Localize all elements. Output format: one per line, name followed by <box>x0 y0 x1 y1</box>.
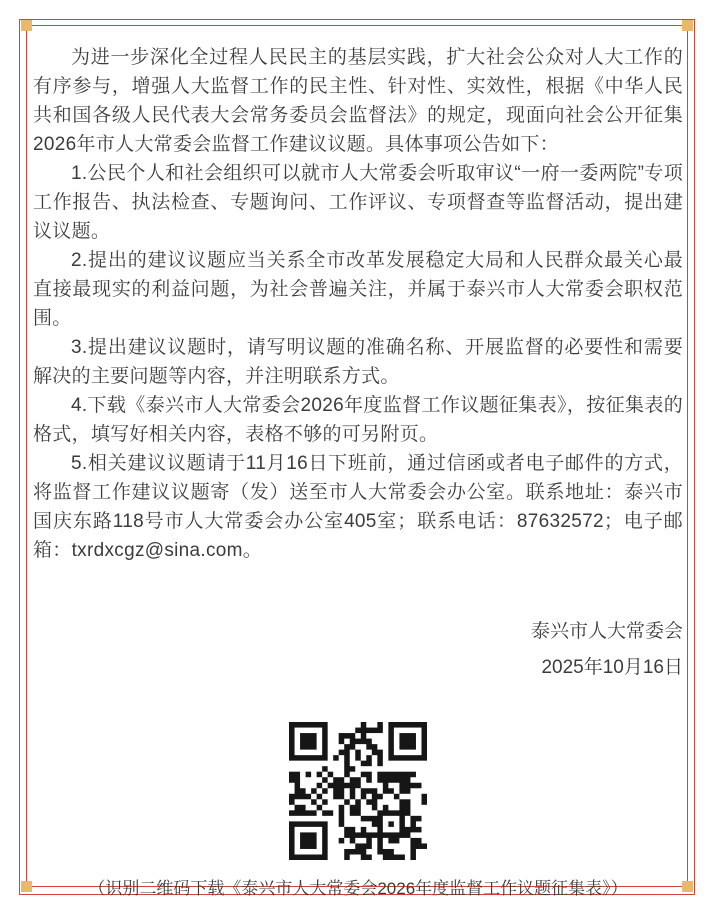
notice-paragraph-item-4: 4.下载《泰兴市人大常委会2026年度监督工作议题征集表》，按征集表的格式，填写好相关内容，表格不够的可另附页。 <box>33 395 683 445</box>
notice-paragraph-item-2: 2.提出的建议议题应当关系全市改革发展稳定大局和人民群众最关心最直接最现实的利益问题，为社会普遍关注，并属于泰兴市人大常委会职权范围。 <box>33 250 683 329</box>
signature: 泰兴市人大常委会 <box>530 621 683 642</box>
corner-ornament-bottom-right <box>682 881 693 892</box>
corner-ornament-bottom-left <box>21 881 32 892</box>
qr-code-container <box>33 722 683 865</box>
notice-paragraph-item-3: 3.提出建议议题时，请写明议题的准确名称、开展监督的必要性和需要解决的主要问题等内容，并注明联系方式。 <box>33 337 683 387</box>
qr-caption: （识别二维码下载《泰兴市人大常委会2026年度监督工作议题征集表》） <box>88 879 628 898</box>
corner-ornament-top-right <box>682 20 693 31</box>
corner-ornament-top-left <box>21 20 32 31</box>
signature-date: 2025年10月16日 <box>541 657 683 678</box>
notice-body <box>33 43 683 900</box>
notice-paragraph-item-1: 1.公民个人和社会组织可以就市人大常委会听取审议“一府一委两院”专项工作报告、执法检查、专题询问、工作评议、专项督查等监督活动，提出建议议题。 <box>33 163 683 242</box>
notice-paragraph-item-5: 5.相关建议议题请于11月16日下班前，通过信函或者电子邮件的方式，将监督工作建议议题寄（发）送至市人大常委会办公室。联系地址：泰兴市国庆东路118号市人大常委会办公室405室；联系电话：87632572；电子邮箱：txrdxcgz@sina.com。 <box>33 453 683 561</box>
notice-paragraph-intro: 为进一步深化全过程人民民主的基层实践，扩大社会公众对人大工作的有序参与，增强人大监督工作的民主性、针对性、实效性，根据《中华人民共和国各级人民代表大会常务委员会监督法》的规定，现面向社会公开征集2026年市人大常委会监督工作建议议题。具体事项公告如下： <box>33 47 683 155</box>
qr-code <box>289 722 427 860</box>
